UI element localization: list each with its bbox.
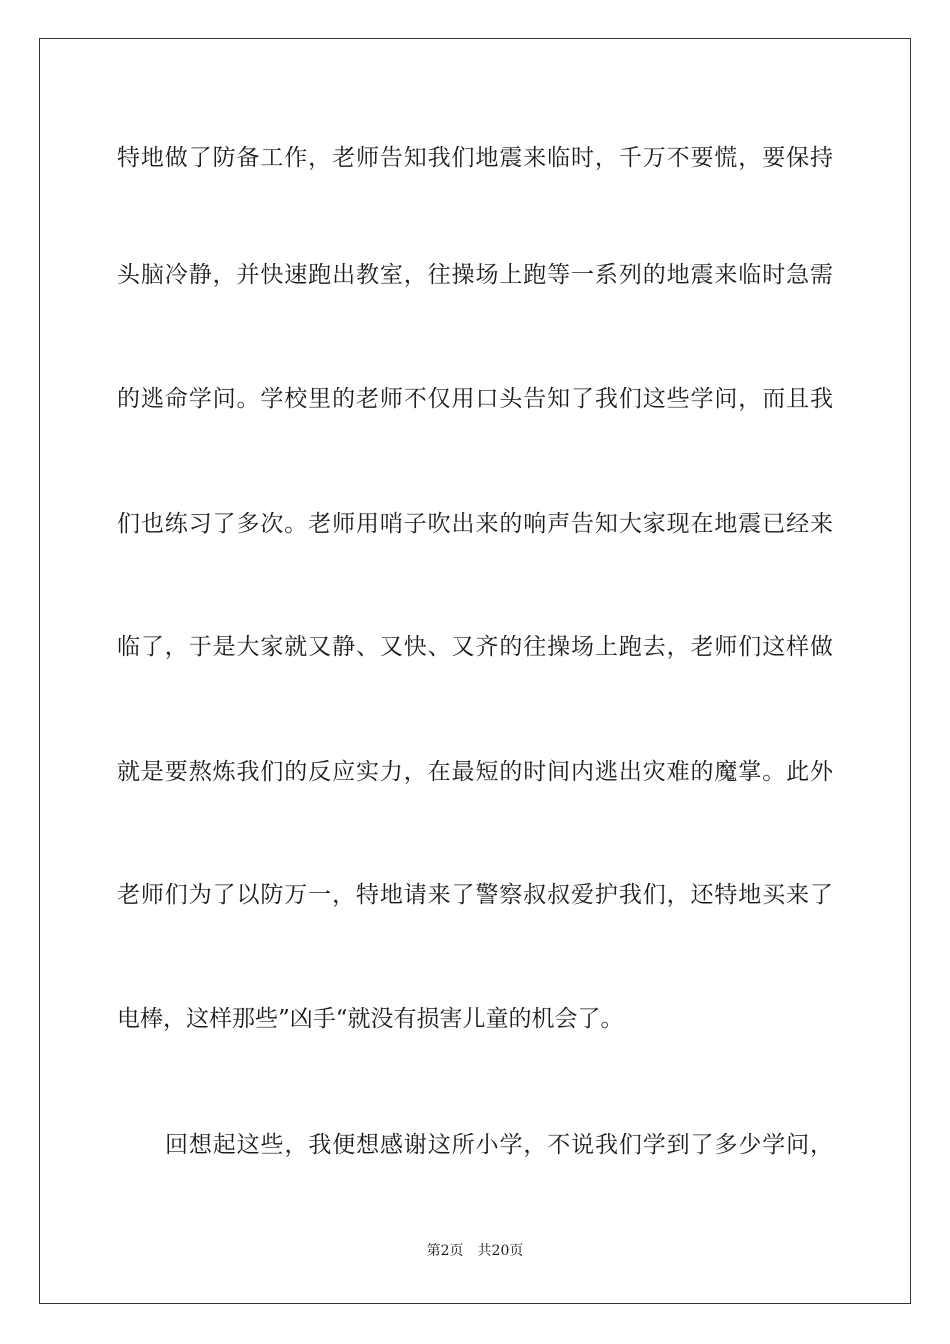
paragraph-line-5: 临了，于是大家就又静、又快、又齐的往操场上跑去，老师们这样做 [117,634,833,660]
page-border [39,38,911,1304]
paragraph-line-3: 的逃命学问。学校里的老师不仅用口头告知了我们这些学问，而且我 [117,386,833,412]
paragraph-line-2: 头脑冷静，并快速跑出教室，往操场上跑等一系列的地震来临时急需 [117,262,833,288]
paragraph-line-7: 老师们为了以防万一，特地请来了警察叔叔爱护我们，还特地买来了 [117,882,833,908]
paragraph-line-1: 特地做了防备工作，老师告知我们地震来临时，千万不要慌，要保持 [117,145,833,171]
paragraph-line-4: 们也练习了多次。老师用哨子吹出来的响声告知大家现在地震已经来 [117,511,833,537]
paragraph-line-9: 回想起这些，我便想感谢这所小学，不说我们学到了多少学问， [165,1132,833,1158]
page-number: 第2页 [426,1243,464,1259]
paragraph-line-8: 电棒，这样那些”凶手“就没有损害儿童的机会了。 [117,1006,624,1032]
page-total: 共20页 [477,1243,524,1259]
page-footer [0,1242,950,1260]
paragraph-line-6: 就是要熬炼我们的反应实力，在最短的时间内逃出灾难的魔掌。此外 [117,759,833,785]
